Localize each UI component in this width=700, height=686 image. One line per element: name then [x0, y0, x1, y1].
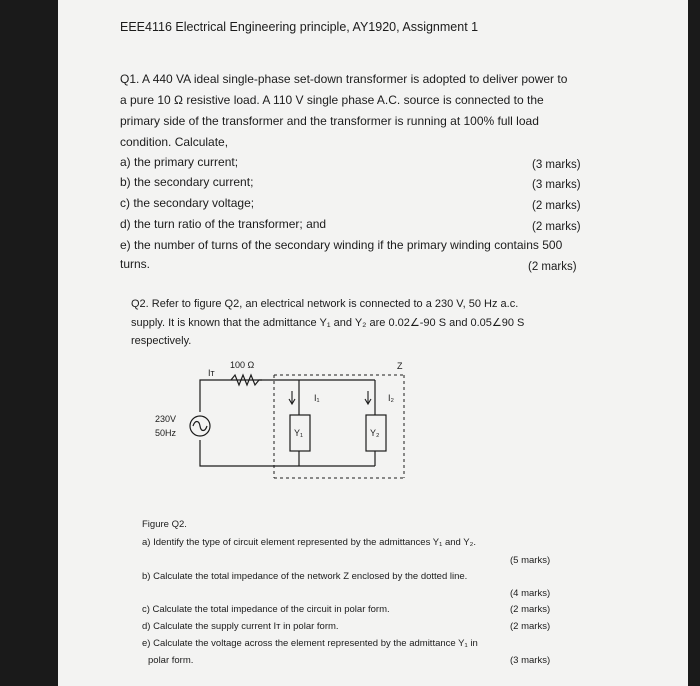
- y2-label: Y₂: [370, 428, 380, 438]
- q2-part-c-marks: (2 marks): [510, 604, 551, 615]
- frequency-label: 50Hz: [155, 428, 177, 438]
- q2-part-e-marks: (3 marks): [510, 655, 551, 666]
- q2-part-a: a) Identify the type of circuit element represented by the admittances Y₁ and Y₂.: [142, 537, 476, 548]
- q1-line-2: a pure 10 Ω resistive load. A 110 V single phase A.C. source is connected to the: [120, 93, 544, 107]
- q1-part-e: e) the number of turns of the secondary winding if the primary winding contains 500: [120, 238, 563, 252]
- y1-label: Y₁: [294, 428, 304, 438]
- q1-part-e-marks: (2 marks): [528, 261, 577, 273]
- q1-line-3: primary side of the transformer and the transformer is running at 100% full load: [120, 114, 539, 128]
- q2-line-1: Q2. Refer to figure Q2, an electrical network is connected to a 230 V, 50 Hz a.c.: [131, 298, 519, 310]
- resistor-label: 100 Ω: [230, 360, 255, 370]
- assignment-page: [58, 0, 688, 686]
- q1-line-1: Q1. A 440 VA ideal single-phase set-down transformer is adopted to deliver power to: [120, 72, 568, 86]
- q2-part-d-marks: (2 marks): [510, 621, 551, 632]
- ac-sine-icon: [193, 422, 207, 431]
- i2-label: I₂: [388, 393, 394, 403]
- q2-part-c: c) Calculate the total impedance of the circuit in polar form.: [142, 604, 390, 615]
- q2-part-d: d) Calculate the supply current Iᴛ in polar form.: [142, 621, 339, 632]
- q1-line-4: condition. Calculate,: [120, 135, 229, 149]
- q1-part-b-marks: (3 marks): [532, 179, 581, 191]
- q1-part-d-marks: (2 marks): [532, 221, 581, 233]
- voltage-label: 230V: [155, 414, 177, 424]
- it-label: Iᴛ: [208, 368, 215, 378]
- q2-part-a-marks: (5 marks): [510, 555, 551, 566]
- q1-part-c-marks: (2 marks): [532, 200, 581, 212]
- q1-part-e-cont: turns.: [120, 257, 151, 271]
- wire-bottom: [200, 440, 375, 466]
- q1-part-a: a) the primary current;: [120, 155, 239, 169]
- figure-caption: Figure Q2.: [142, 519, 187, 530]
- q1-part-a-marks: (3 marks): [532, 159, 581, 171]
- q2-line-2: supply. It is known that the admittance Y₁ and Y₂ are 0.02∠-90 S and 0.05∠90 S: [131, 317, 525, 329]
- q1-part-d: d) the turn ratio of the transformer; and: [120, 217, 327, 231]
- page-header: EEE4116 Electrical Engineering principle, AY1920, Assignment 1: [120, 20, 479, 34]
- q1-part-c: c) the secondary voltage;: [120, 196, 255, 210]
- dotted-enclosure: [274, 375, 404, 478]
- q2-part-e: e) Calculate the voltage across the element represented by the admittance Y₁ in: [142, 638, 478, 649]
- q2-part-e-cont: polar form.: [148, 655, 194, 666]
- q2-line-3: respectively.: [131, 335, 192, 347]
- circuit-figure-q2: [58, 0, 688, 520]
- q2-part-b-marks: (4 marks): [510, 588, 551, 599]
- z-label: Z: [397, 361, 403, 371]
- wire-top-left: [200, 380, 262, 412]
- q2-part-b: b) Calculate the total impedance of the network Z enclosed by the dotted line.: [142, 571, 468, 582]
- i1-label: I₁: [314, 393, 320, 403]
- q1-part-b: b) the secondary current;: [120, 175, 254, 189]
